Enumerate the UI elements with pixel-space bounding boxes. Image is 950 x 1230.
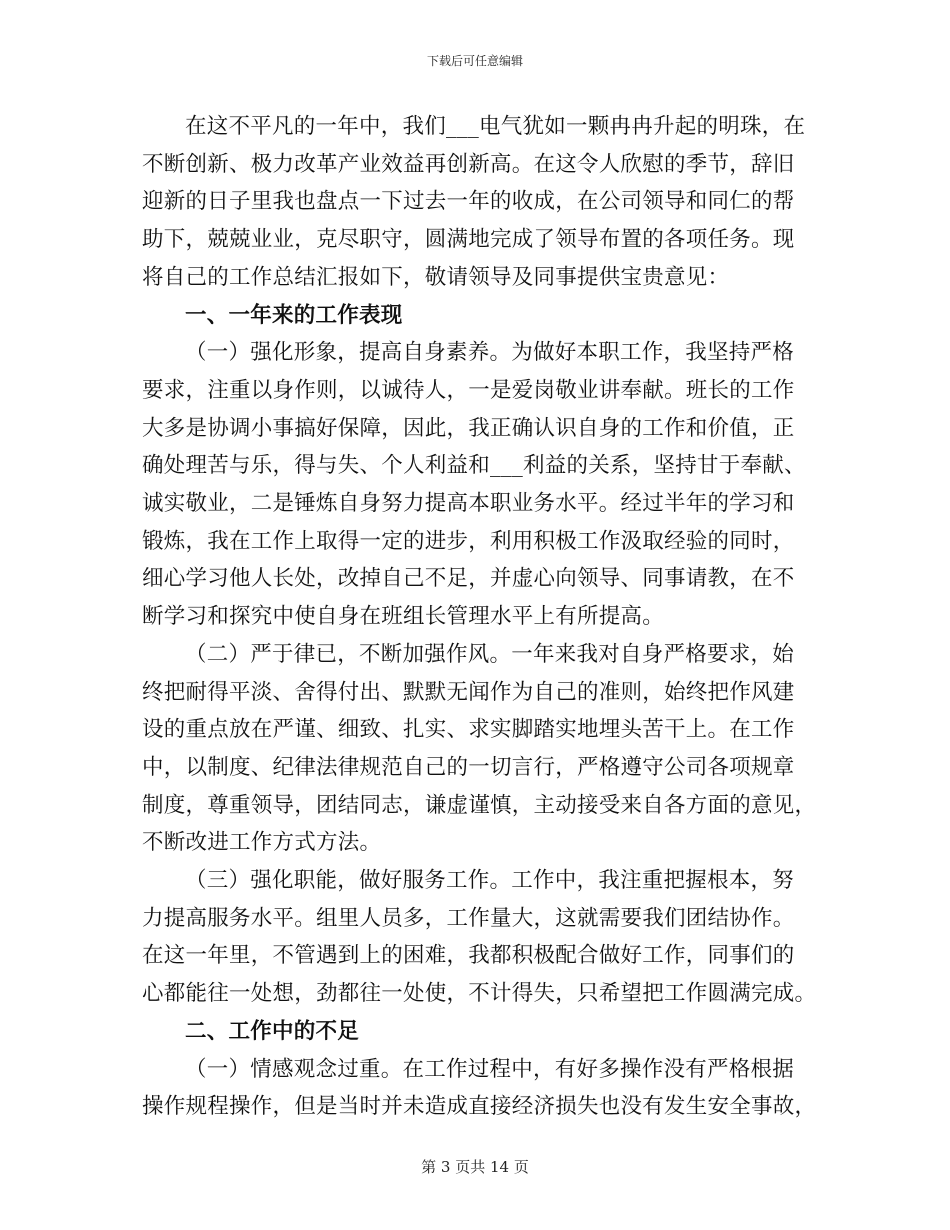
section-heading-performance: 一、一年来的工作表现 bbox=[185, 302, 403, 328]
text-line: 断学习和探究中使自身在班组长管理水平上有所提高。 bbox=[142, 604, 665, 630]
paragraph-image bbox=[142, 334, 810, 636]
paragraph-service bbox=[142, 862, 817, 1013]
text-line: 诚实敬业，二是锤炼自身努力提高本职业务水平。经过半年的学习和 bbox=[142, 491, 795, 517]
text-line: 力提高服务水平。组里人员多，工作量大，这就需要我们团结协作。 bbox=[142, 905, 795, 931]
page-header: 下载后可任意编辑 bbox=[426, 54, 523, 68]
text-line: （三）强化职能，做好服务工作。工作中，我注重把握根本，努 bbox=[185, 868, 795, 894]
text-line: 迎新的日子里我也盘点一下过去一年的收成，在公司领导和同仁的帮 bbox=[142, 189, 795, 215]
document-body bbox=[142, 108, 817, 1126]
text-line: 操作规程操作，但是当时并未造成直接经济损失也没有发生安全事故， bbox=[142, 1094, 817, 1120]
text-line: 大多是协调小事搞好保障，因此，我正确认识自身的工作和价值，正 bbox=[142, 415, 795, 441]
text-line: （二）严于律已，不断加强作风。一年来我对自身严格要求，始 bbox=[185, 641, 795, 667]
text-line: 在这一年里，不管遇到上的困难，我都积极配合做好工作，同事们的 bbox=[142, 943, 795, 969]
text-line: （一）情感观念过重。在工作过程中，有好多操作没有严格根据 bbox=[185, 1056, 795, 1082]
text-line: （一）强化形象，提高自身素养。为做好本职工作，我坚持严格 bbox=[185, 340, 795, 366]
text-line: 不断改进工作方式方法。 bbox=[142, 830, 382, 856]
section-heading-shortcomings: 二、工作中的不足 bbox=[185, 1018, 360, 1044]
text-line: 不断创新、极力改革产业效益再创新高。在这令人欣慰的季节，辞旧 bbox=[142, 151, 795, 177]
paragraph-emotion bbox=[142, 1051, 817, 1126]
text-line: 细心学习他人长处，改掉自己不足，并虚心向领导、同事请教，在不 bbox=[142, 566, 795, 592]
text-line: 将自己的工作总结汇报如下，敬请领导及同事提供宝贵意见： bbox=[142, 264, 730, 290]
text-line: 在这不平凡的一年中，我们___电气犹如一颗冉冉升起的明珠，在 bbox=[185, 114, 806, 139]
text-line: 确处理苦与乐，得与失、个人利益和___利益的关系，坚持甘于奉献、 bbox=[142, 453, 806, 479]
paragraph-discipline bbox=[142, 636, 817, 862]
intro-paragraph bbox=[142, 108, 810, 297]
page-number: 第 3 页共 14 页 bbox=[421, 1158, 529, 1176]
text-line: 助下，兢兢业业，克尽职守，圆满地完成了领导布置的各项任务。现 bbox=[142, 227, 795, 253]
text-line: 心都能往一处想，劲都往一处使，不计得失，只希望把工作圆满完成。 bbox=[142, 981, 817, 1007]
text-line: 设的重点放在严谨、细致、扎实、求实脚踏实地埋头苦干上。在工作 bbox=[142, 717, 795, 743]
text-line: 制度，尊重领导，团结同志，谦虚谨慎，主动接受来自各方面的意见， bbox=[142, 792, 817, 818]
text-line: 中，以制度、纪律法律规范自己的一切言行，严格遵守公司各项规章 bbox=[142, 754, 795, 780]
text-line: 终把耐得平淡、舍得付出、默默无闻作为自己的准则，始终把作风建 bbox=[142, 679, 795, 705]
text-line: 锻炼，我在工作上取得一定的进步，利用积极工作汲取经验的同时， bbox=[142, 528, 795, 554]
text-line: 要求，注重以身作则，以诚待人，一是爱岗敬业讲奉献。班长的工作 bbox=[142, 377, 795, 403]
